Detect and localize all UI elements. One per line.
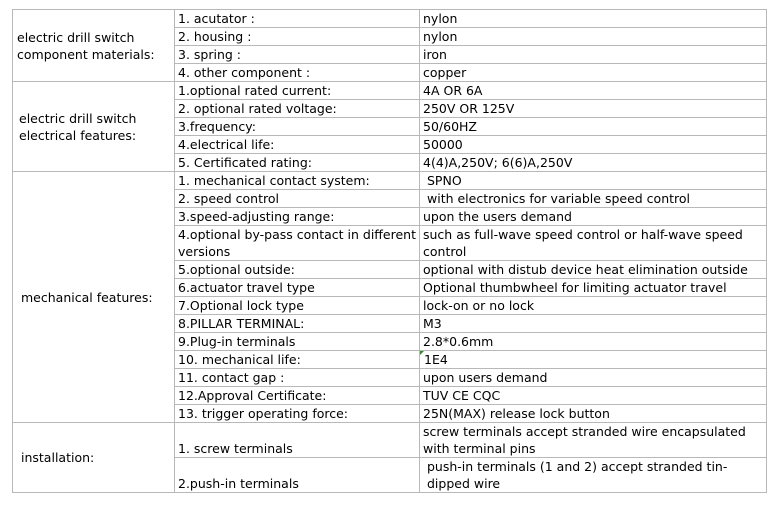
spec-value: such as full-wave speed control or half-wave speed control — [420, 226, 767, 261]
category-electrical: electric drill switch electrical features: — [13, 82, 175, 172]
spec-label: 5. Certificated rating: — [175, 154, 420, 172]
table-row — [13, 423, 767, 458]
spec-label: 13. trigger operating force: — [175, 405, 420, 423]
table-row — [13, 82, 767, 100]
spec-label: 3.frequency: — [175, 118, 420, 136]
spec-value: push-in terminals (1 and 2) accept stranded tin-dipped wire — [420, 458, 767, 493]
spec-label: 2. speed control — [175, 190, 420, 208]
category-installation: installation: — [13, 423, 175, 493]
category-materials: electric drill switch component materials: — [13, 10, 175, 82]
spec-value: 2.8*0.6mm — [420, 333, 767, 351]
spec-value: upon users demand — [420, 369, 767, 387]
spec-value: SPNO — [420, 172, 767, 190]
spec-label: 7.Optional lock type — [175, 297, 420, 315]
spec-label: 2. housing : — [175, 28, 420, 46]
spec-table — [12, 9, 767, 493]
spec-label: 1. screw terminals — [175, 423, 420, 458]
spec-label: 11. contact gap : — [175, 369, 420, 387]
spec-label: 4. other component : — [175, 64, 420, 82]
spec-label: 6.actuator travel type — [175, 279, 420, 297]
spec-value: Optional thumbwheel for limiting actuator travel — [420, 279, 767, 297]
spec-value: 4(4)A,250V; 6(6)A,250V — [420, 154, 767, 172]
spec-label: 1. acutator : — [175, 10, 420, 28]
table-row — [13, 172, 767, 190]
spec-value: 50/60HZ — [420, 118, 767, 136]
spec-value: with electronics for variable speed control — [420, 190, 767, 208]
category-mechanical: mechanical features: — [13, 172, 175, 423]
spec-value: 25N(MAX) release lock button — [420, 405, 767, 423]
table-row — [13, 10, 767, 28]
spec-label: 4.electrical life: — [175, 136, 420, 154]
spec-value: screw terminals accept stranded wire encapsulated with terminal pins — [420, 423, 767, 458]
spec-label: 12.Approval Certificate: — [175, 387, 420, 405]
spec-value: upon the users demand — [420, 208, 767, 226]
spec-value: TUV CE CQC — [420, 387, 767, 405]
spec-label: 2.push-in terminals — [175, 458, 420, 493]
spec-value-text: 1E4 — [424, 352, 448, 367]
spec-label: 9.Plug-in terminals — [175, 333, 420, 351]
spec-label: 3. spring : — [175, 46, 420, 64]
spec-label: 4.optional by-pass contact in different versions — [175, 226, 420, 261]
spec-value: 50000 — [420, 136, 767, 154]
spec-value — [420, 351, 767, 369]
spec-value: nylon — [420, 28, 767, 46]
spec-label: 1.optional rated current: — [175, 82, 420, 100]
spec-value: iron — [420, 46, 767, 64]
spec-label: 10. mechanical life: — [175, 351, 420, 369]
spec-value: 250V OR 125V — [420, 100, 767, 118]
spec-label: 5.optional outside: — [175, 261, 420, 279]
spec-value: 4A OR 6A — [420, 82, 767, 100]
spec-value: nylon — [420, 10, 767, 28]
spec-label: 1. mechanical contact system: — [175, 172, 420, 190]
spec-label: 8.PILLAR TERMINAL: — [175, 315, 420, 333]
spec-label: 3.speed-adjusting range: — [175, 208, 420, 226]
spec-label: 2. optional rated voltage: — [175, 100, 420, 118]
spec-value: copper — [420, 64, 767, 82]
spec-value: optional with distub device heat elimination outside — [420, 261, 767, 279]
spec-value: lock-on or no lock — [420, 297, 767, 315]
spec-value: M3 — [420, 315, 767, 333]
